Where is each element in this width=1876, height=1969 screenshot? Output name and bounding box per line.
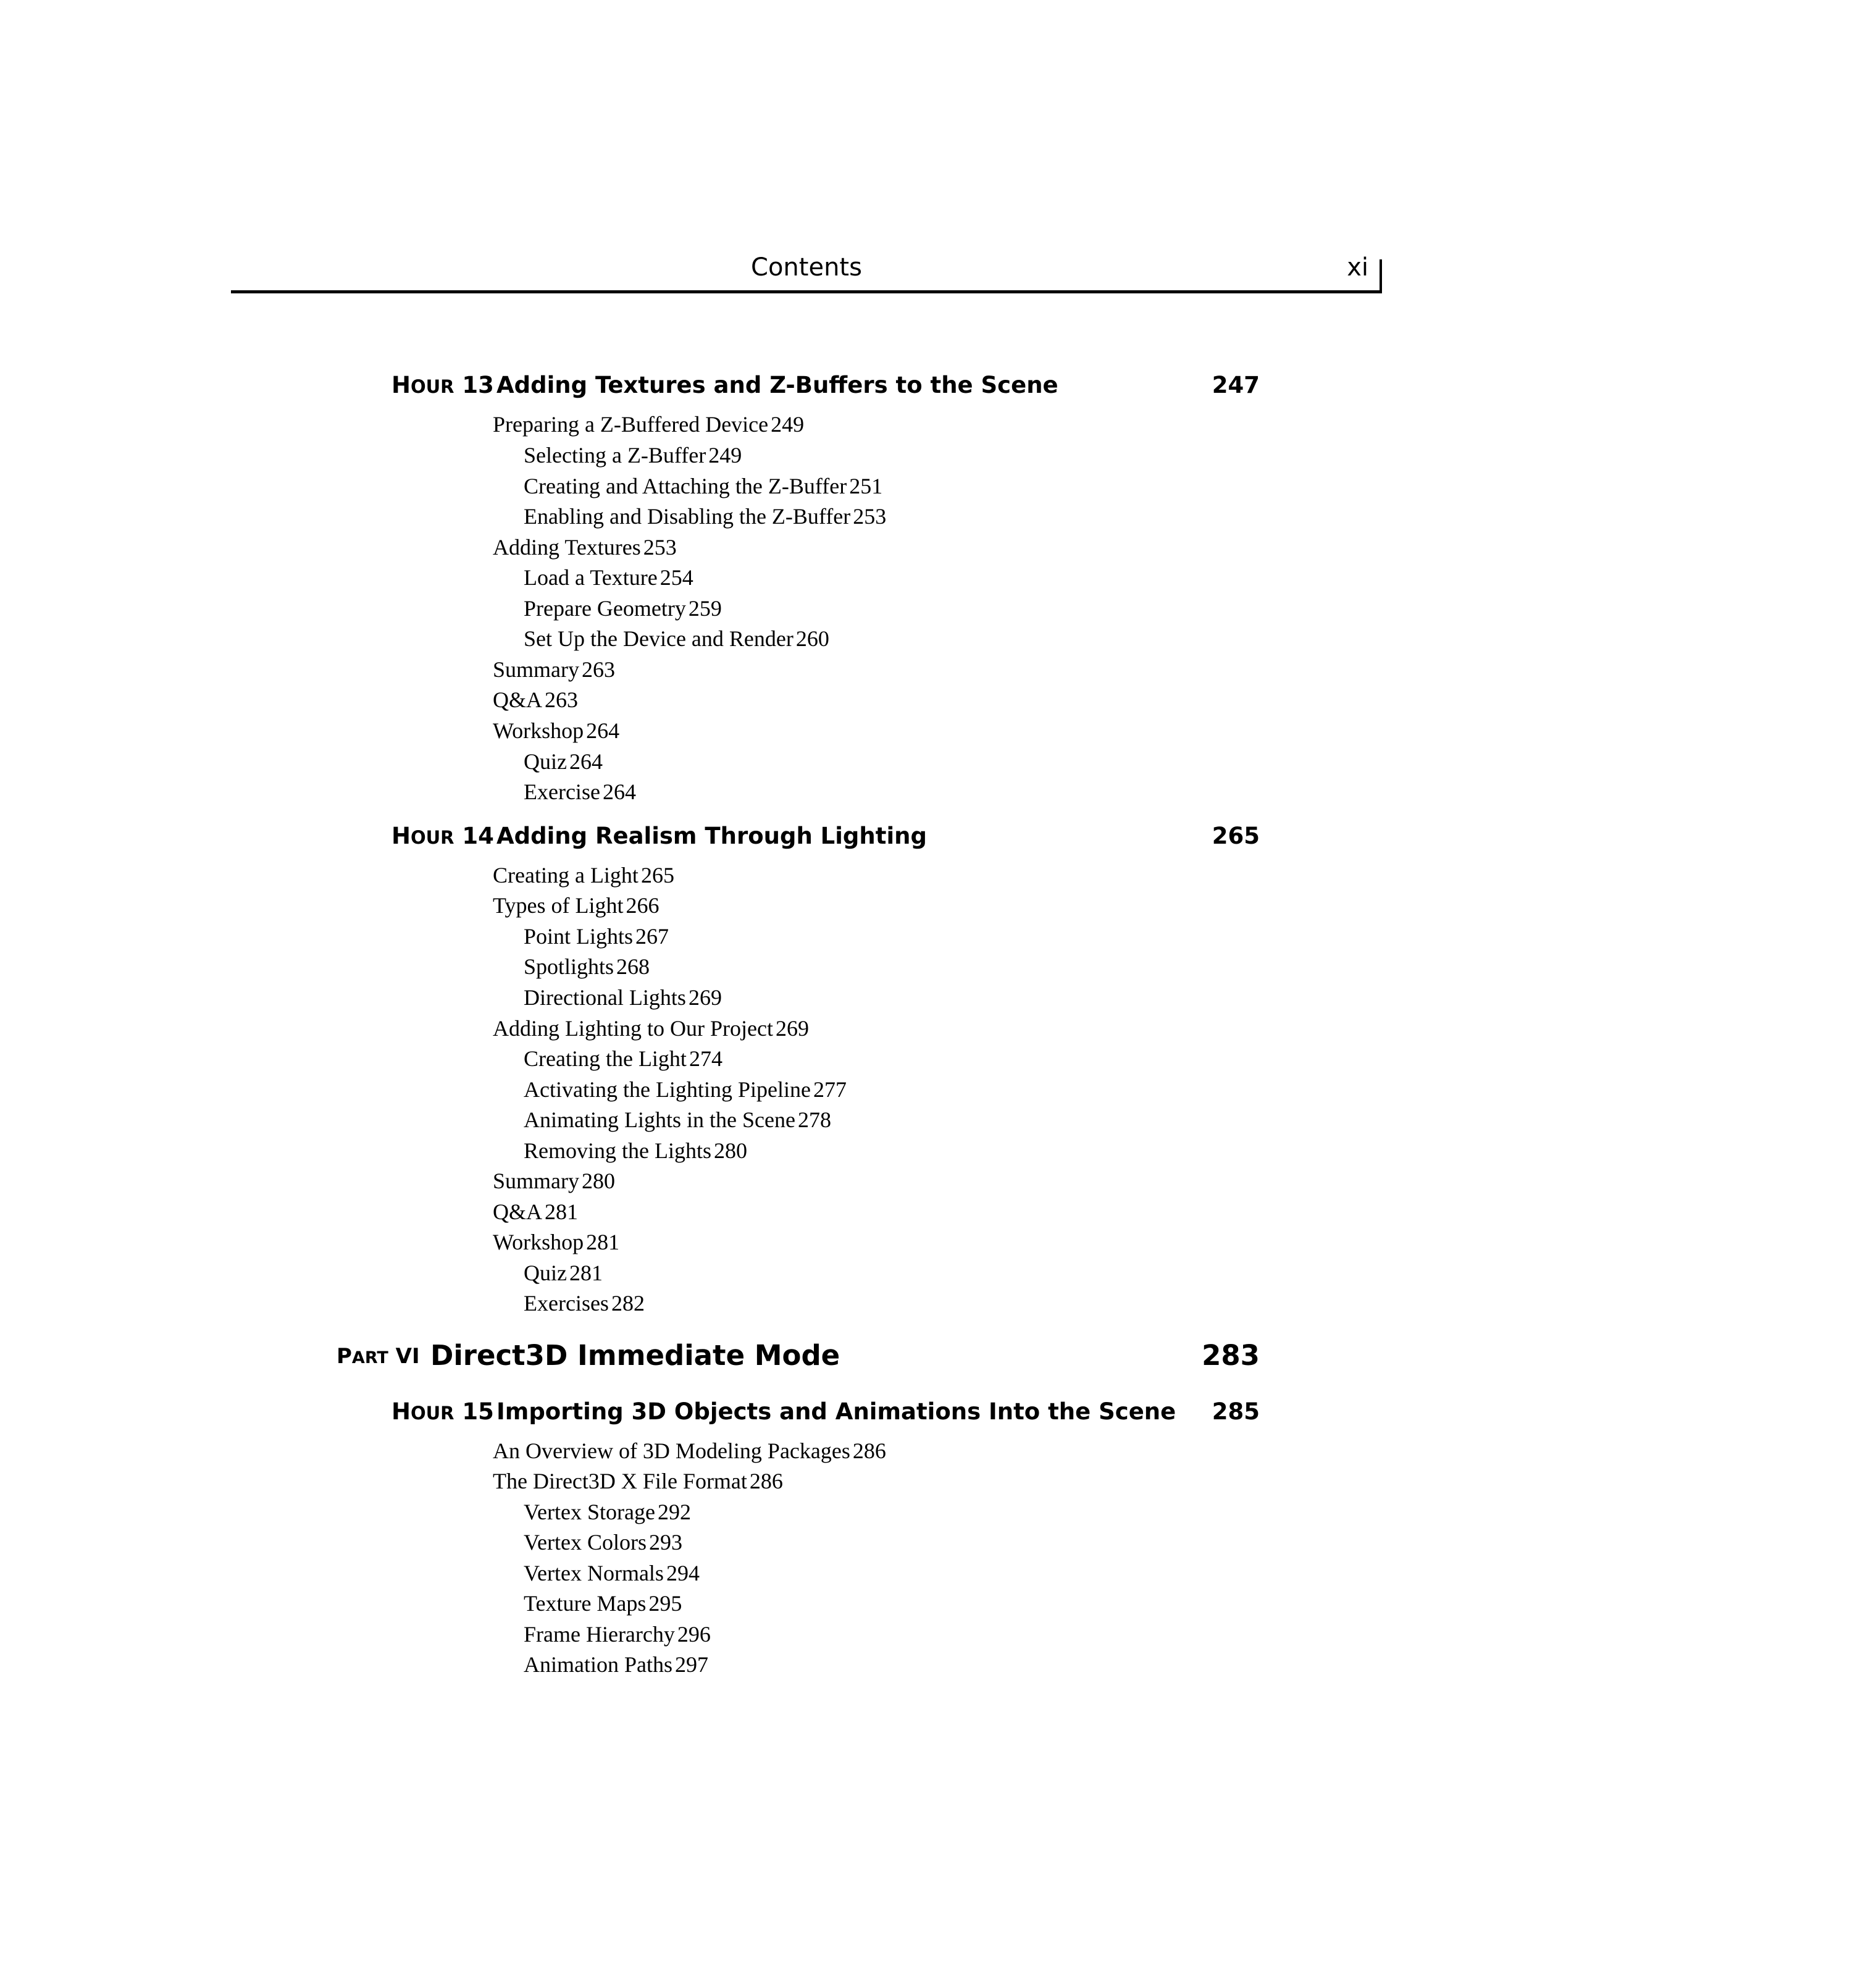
hour-title: Adding Realism Through Lighting [496,823,927,849]
part-label: PART VI [337,1344,420,1369]
hour-title: Adding Textures and Z-Buffers to the Scene [496,372,1058,398]
header-tick-mark [1380,259,1382,292]
hour-page-number: 285 [1212,1398,1260,1425]
running-header [231,246,1382,295]
hour-title: Importing 3D Objects and Animations Into the Scene [496,1398,1176,1425]
hour-14-heading[interactable] [392,823,1260,857]
part-page-number: 283 [1202,1339,1260,1372]
hour-page-number: 265 [1212,823,1260,849]
hour-15-heading[interactable] [392,1398,1260,1433]
header-title: Contents [751,253,862,282]
hour-page-number: 247 [1212,372,1260,398]
hour-label: HOUR 14 [392,823,494,849]
header-page-number: xi [1347,253,1368,282]
hour-label: HOUR 15 [392,1398,494,1425]
hour-13-heading[interactable] [392,372,1260,406]
hour-label: HOUR 13 [392,372,494,398]
header-rule [231,290,1382,293]
part-title: Direct3D Immediate Mode [430,1339,840,1372]
part-6-heading[interactable] [337,1339,1260,1379]
